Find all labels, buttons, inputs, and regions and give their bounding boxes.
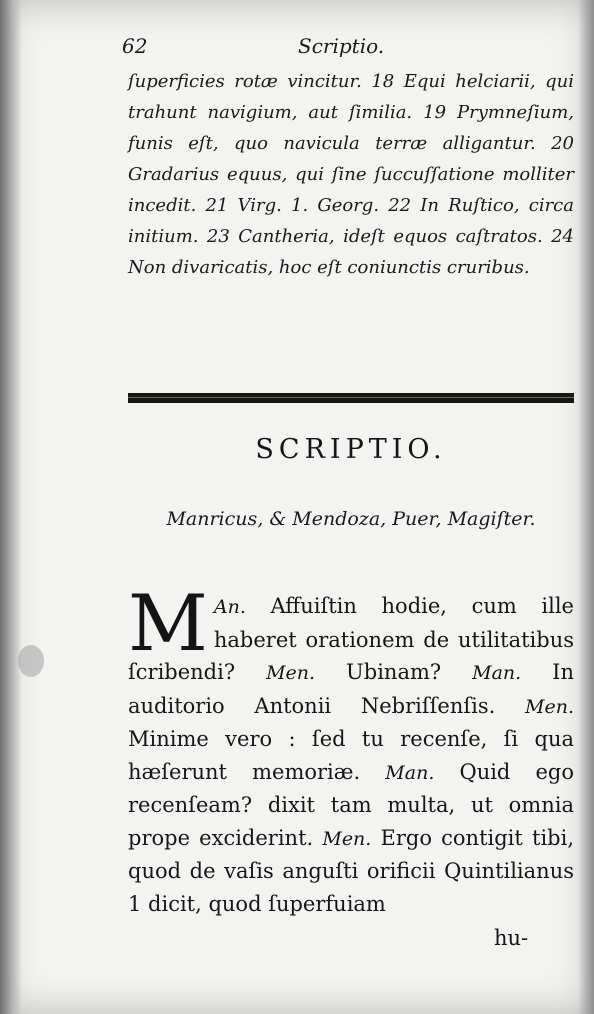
running-header <box>122 34 574 64</box>
drop-cap: M <box>128 579 208 669</box>
page-number: 62 <box>122 34 148 58</box>
running-title: Scriptio. <box>298 34 385 58</box>
dialogue-speech: In auditorio Antonii Nebriſſenſis. <box>128 660 574 718</box>
paper-stain <box>18 645 44 677</box>
dialogue-line <box>214 594 246 618</box>
section-title: SCRIPTIO. <box>255 434 447 465</box>
speaker-label: Men. <box>525 695 574 718</box>
dialogue-speech: Affuiſtin hodie, cum ille haberet orationem de utilitatibus ſcribendi? <box>128 594 574 684</box>
page-gutter-shadow <box>0 0 22 1014</box>
dialogue-text <box>128 579 574 920</box>
dialogue-speech: Quid ego recenſeam? dixit tam multa, ut omnia prope exciderint. <box>128 759 574 850</box>
section-divider-rule <box>128 393 574 403</box>
dramatis-personae: Manricus, & Mendoza, Puer, Magiſter. <box>166 508 536 530</box>
page-edge-shadow <box>578 0 594 1014</box>
dialogue-speech: Ergo contigit tibi, quod de vaſis anguſti orificii Quintilianus 1 dicit, quod ſuperfuiam <box>128 825 574 916</box>
speaker-label: Men. <box>266 662 316 684</box>
speaker-label: Man. <box>472 662 522 684</box>
footnotes-block: ſuperficies rotæ vincitur. 18 Equi helciarii, qui trahunt navigium, aut ſimilia. 19 Prymneſium, funis eſt, quo navicula terræ alligantur. 20 Gradarius equus, qui ſine ſuccuſſatione molliter incedit. 21 Virg. 1. Georg. 22 In Ruſtico, circa initium. 23 Cantheria, ideſt equos caſtratos. 24 Non divaricatis, hoc eſt coniunctis cruribus. <box>128 71 574 278</box>
speaker-label: An. <box>213 596 246 618</box>
speaker-label: Men. <box>322 827 372 850</box>
dialogue-speech: Minime vero : ſed tu recenſe, ſi qua hæſerunt memoriæ. <box>128 727 574 784</box>
dialogue-speech: Ubinam? <box>315 660 473 684</box>
speaker-label: Man. <box>385 761 435 784</box>
catchword: hu- <box>494 926 529 950</box>
dialogue-line <box>315 660 521 684</box>
